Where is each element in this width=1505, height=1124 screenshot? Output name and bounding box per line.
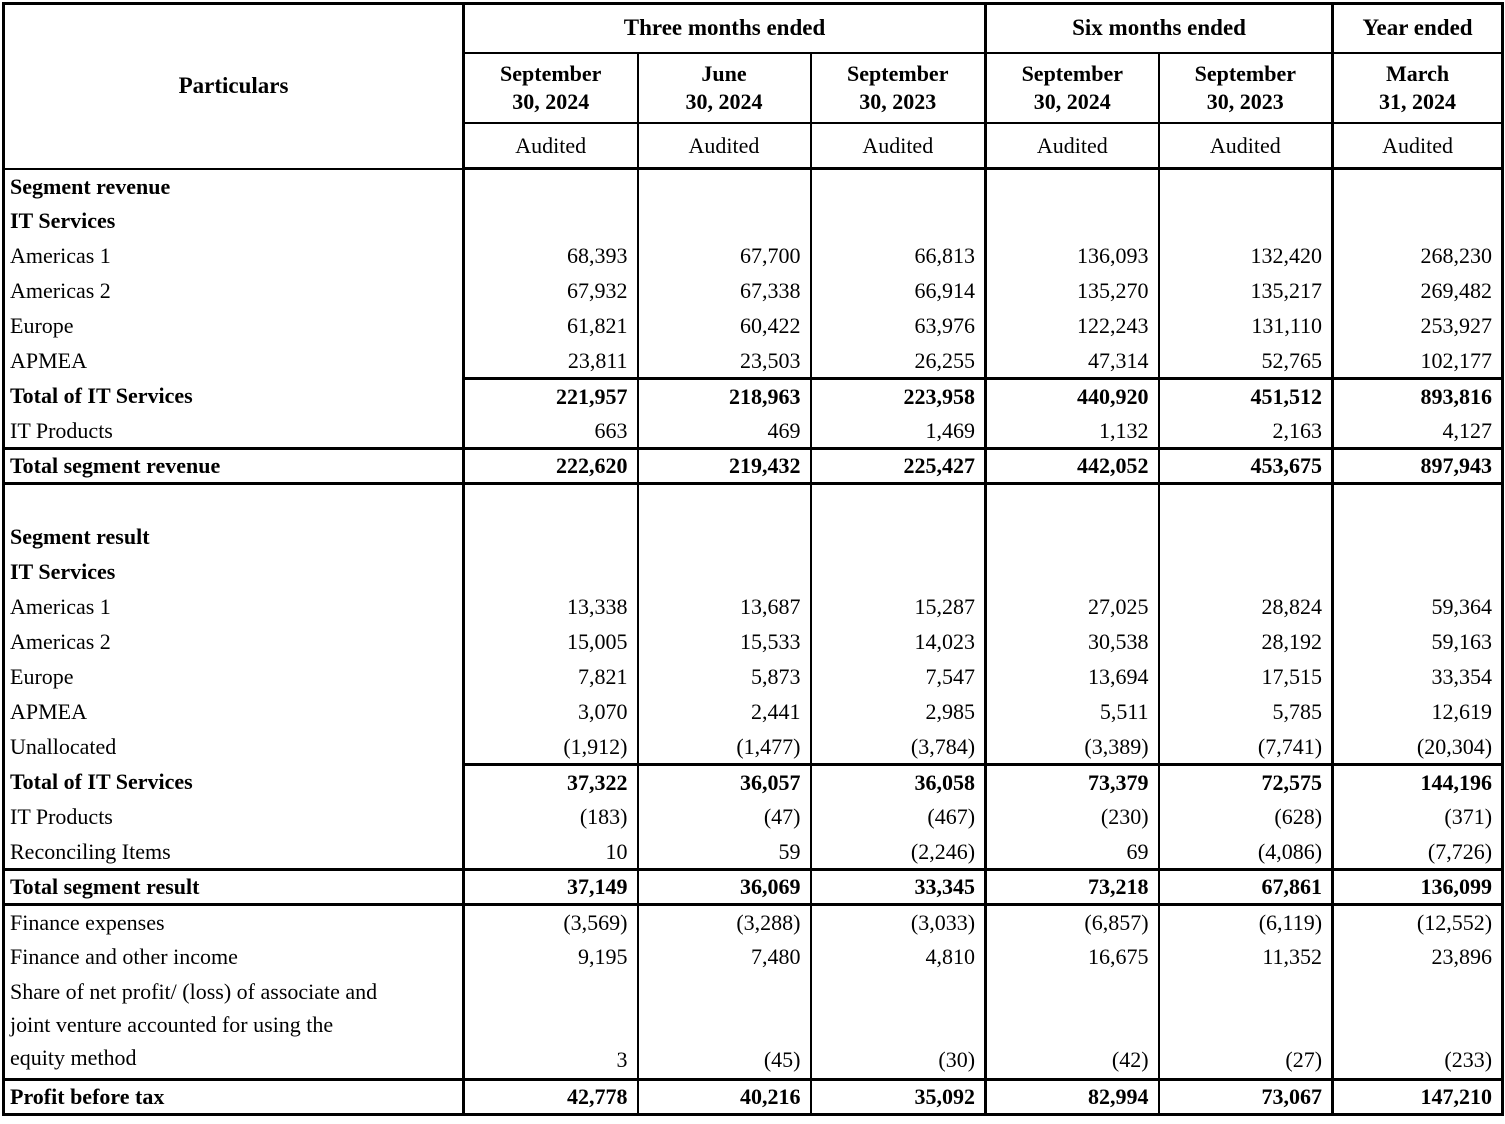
row-apmea-result [4, 695, 1503, 730]
row-label: Segment result [4, 520, 464, 555]
col-header-sep-30-2024-quarter: September 30, 2024 [464, 53, 638, 123]
value-cell: 69 [986, 835, 1159, 870]
row-label: Americas 2 [4, 274, 464, 309]
value-cell: 36,057 [638, 765, 811, 800]
value-cell: (42) [986, 975, 1159, 1080]
row-label: Americas 1 [4, 239, 464, 274]
value-cell: (3,033) [811, 905, 986, 940]
row-apmea-revenue [4, 344, 1503, 379]
value-cell: (2,246) [811, 835, 986, 870]
value-cell [1159, 555, 1333, 590]
row-label: Finance and other income [4, 940, 464, 975]
value-cell: 59,163 [1333, 625, 1503, 660]
col-header-sep-30-2023-quarter: September 30, 2023 [811, 53, 986, 123]
value-cell [1333, 520, 1503, 555]
value-cell: (233) [1333, 975, 1503, 1080]
value-cell: 37,322 [464, 765, 638, 800]
value-cell: 61,821 [464, 309, 638, 344]
value-cell: 15,533 [638, 625, 811, 660]
value-cell [638, 204, 811, 239]
value-cell [638, 555, 811, 590]
audited-label-sep-30-2023-half: Audited [1159, 123, 1333, 169]
value-cell: 15,005 [464, 625, 638, 660]
value-cell: 136,099 [1333, 870, 1503, 905]
value-cell: 28,192 [1159, 625, 1333, 660]
value-cell: (30) [811, 975, 986, 1080]
value-cell: 5,873 [638, 660, 811, 695]
row-label: Total segment revenue [4, 449, 464, 484]
value-cell: 453,675 [1159, 449, 1333, 484]
value-cell: 47,314 [986, 344, 1159, 379]
col-header-sep-30-2023-half: September 30, 2023 [1159, 53, 1333, 123]
value-cell: 27,025 [986, 590, 1159, 625]
row-unallocated-result [4, 730, 1503, 765]
row-finance-and-other-income [4, 940, 1503, 975]
value-cell [1159, 204, 1333, 239]
row-label: Reconciling Items [4, 835, 464, 870]
value-cell: 4,810 [811, 940, 986, 975]
value-cell [638, 520, 811, 555]
row-share-of-net-profit-equity-method [4, 975, 1503, 1080]
row-label: Total of IT Services [4, 765, 464, 800]
value-cell: 4,127 [1333, 414, 1503, 449]
value-cell: 9,195 [464, 940, 638, 975]
row-label: IT Services [4, 204, 464, 239]
value-cell [1333, 169, 1503, 204]
value-cell: (12,552) [1333, 905, 1503, 940]
value-cell: 30,538 [986, 625, 1159, 660]
row-label: Europe [4, 309, 464, 344]
value-cell: (183) [464, 800, 638, 835]
value-cell: 269,482 [1333, 274, 1503, 309]
value-cell: 440,920 [986, 379, 1159, 414]
value-cell: 28,824 [1159, 590, 1333, 625]
value-cell: 13,687 [638, 590, 811, 625]
value-cell: 221,957 [464, 379, 638, 414]
value-cell: (20,304) [1333, 730, 1503, 765]
spacer-row [4, 484, 1503, 520]
value-cell: 3 [464, 975, 638, 1080]
col-header-mar-31-2024-year: March 31, 2024 [1333, 53, 1503, 123]
value-cell: 122,243 [986, 309, 1159, 344]
row-reconciling-items [4, 835, 1503, 870]
value-cell [464, 169, 638, 204]
value-cell: 26,255 [811, 344, 986, 379]
value-cell: 2,985 [811, 695, 986, 730]
value-cell: 147,210 [1333, 1079, 1503, 1114]
row-americas-2-revenue [4, 274, 1503, 309]
row-label: Total of IT Services [4, 379, 464, 414]
col-header-jun-30-2024-quarter: June 30, 2024 [638, 53, 811, 123]
value-cell: 222,620 [464, 449, 638, 484]
value-cell: 67,861 [1159, 870, 1333, 905]
value-cell: 66,914 [811, 274, 986, 309]
row-label: IT Products [4, 414, 464, 449]
value-cell [986, 520, 1159, 555]
value-cell [811, 555, 986, 590]
value-cell: 7,821 [464, 660, 638, 695]
value-cell: (6,119) [1159, 905, 1333, 940]
value-cell: 36,058 [811, 765, 986, 800]
value-cell: (45) [638, 975, 811, 1080]
row-total-segment-revenue [4, 449, 1503, 484]
row-label [4, 484, 464, 520]
row-label: Share of net profit/ (loss) of associate and joint venture accounted for using the equity method [4, 975, 464, 1080]
value-cell: 73,379 [986, 765, 1159, 800]
row-label: Segment revenue [4, 169, 464, 204]
value-cell: 2,441 [638, 695, 811, 730]
it-services-result-heading [4, 555, 1503, 590]
value-cell: 73,218 [986, 870, 1159, 905]
segment-result-heading [4, 520, 1503, 555]
value-cell: 135,270 [986, 274, 1159, 309]
value-cell: 40,216 [638, 1079, 811, 1114]
row-americas-1-result [4, 590, 1503, 625]
value-cell: 7,547 [811, 660, 986, 695]
value-cell: 23,811 [464, 344, 638, 379]
value-cell: 23,896 [1333, 940, 1503, 975]
value-cell: 893,816 [1333, 379, 1503, 414]
value-cell: 63,976 [811, 309, 986, 344]
row-americas-2-result [4, 625, 1503, 660]
row-label: APMEA [4, 344, 464, 379]
value-cell: (6,857) [986, 905, 1159, 940]
audited-label-sep-30-2024-quarter: Audited [464, 123, 638, 169]
value-cell: (467) [811, 800, 986, 835]
value-cell: 131,110 [1159, 309, 1333, 344]
value-cell: 23,503 [638, 344, 811, 379]
value-cell [986, 204, 1159, 239]
value-cell: 67,932 [464, 274, 638, 309]
value-cell: 218,963 [638, 379, 811, 414]
row-profit-before-tax [4, 1079, 1503, 1114]
value-cell: 136,093 [986, 239, 1159, 274]
value-cell [811, 520, 986, 555]
value-cell: 59 [638, 835, 811, 870]
audited-label-mar-31-2024-year: Audited [1333, 123, 1503, 169]
value-cell: 37,149 [464, 870, 638, 905]
row-label: Profit before tax [4, 1079, 464, 1114]
value-cell [811, 169, 986, 204]
value-cell [1333, 484, 1503, 520]
value-cell: 223,958 [811, 379, 986, 414]
group-header-row [4, 4, 1503, 53]
value-cell [464, 520, 638, 555]
value-cell: 2,163 [1159, 414, 1333, 449]
col-header-sep-30-2024-half: September 30, 2024 [986, 53, 1159, 123]
value-cell: 663 [464, 414, 638, 449]
value-cell: 897,943 [1333, 449, 1503, 484]
row-label: APMEA [4, 695, 464, 730]
value-cell [986, 555, 1159, 590]
group-header-six-months-ended: Six months ended [986, 4, 1333, 53]
value-cell: 11,352 [1159, 940, 1333, 975]
value-cell: (1,912) [464, 730, 638, 765]
value-cell: (628) [1159, 800, 1333, 835]
row-label: Total segment result [4, 870, 464, 905]
value-cell: 219,432 [638, 449, 811, 484]
value-cell: 35,092 [811, 1079, 986, 1114]
value-cell [638, 484, 811, 520]
value-cell [464, 204, 638, 239]
value-cell: 73,067 [1159, 1079, 1333, 1114]
row-total-segment-result [4, 870, 1503, 905]
value-cell: 42,778 [464, 1079, 638, 1114]
value-cell: 67,700 [638, 239, 811, 274]
value-cell [1333, 555, 1503, 590]
value-cell: 102,177 [1333, 344, 1503, 379]
value-cell: 16,675 [986, 940, 1159, 975]
row-label: IT Products [4, 800, 464, 835]
value-cell: 36,069 [638, 870, 811, 905]
value-cell: (371) [1333, 800, 1503, 835]
particulars-header: Particulars [4, 4, 464, 169]
value-cell: 66,813 [811, 239, 986, 274]
row-europe-revenue [4, 309, 1503, 344]
value-cell [811, 204, 986, 239]
value-cell: 3,070 [464, 695, 638, 730]
value-cell: 59,364 [1333, 590, 1503, 625]
value-cell: 442,052 [986, 449, 1159, 484]
it-services-revenue-heading [4, 204, 1503, 239]
value-cell [1159, 169, 1333, 204]
value-cell [1159, 484, 1333, 520]
value-cell [1333, 204, 1503, 239]
audited-label-jun-30-2024-quarter: Audited [638, 123, 811, 169]
value-cell: 10 [464, 835, 638, 870]
value-cell: 253,927 [1333, 309, 1503, 344]
row-label: Europe [4, 660, 464, 695]
row-label: Unallocated [4, 730, 464, 765]
value-cell: (3,784) [811, 730, 986, 765]
row-it-products-result [4, 800, 1503, 835]
row-label: Finance expenses [4, 905, 464, 940]
value-cell [986, 169, 1159, 204]
row-total-it-services-result [4, 765, 1503, 800]
value-cell: 17,515 [1159, 660, 1333, 695]
value-cell: 132,420 [1159, 239, 1333, 274]
group-header-three-months-ended: Three months ended [464, 4, 986, 53]
value-cell [986, 484, 1159, 520]
value-cell: 33,345 [811, 870, 986, 905]
value-cell: 13,694 [986, 660, 1159, 695]
value-cell: 72,575 [1159, 765, 1333, 800]
value-cell: 225,427 [811, 449, 986, 484]
value-cell: (7,726) [1333, 835, 1503, 870]
value-cell: 12,619 [1333, 695, 1503, 730]
segment-revenue-heading [4, 169, 1503, 204]
value-cell [638, 169, 811, 204]
value-cell: 52,765 [1159, 344, 1333, 379]
value-cell: 469 [638, 414, 811, 449]
row-label: Americas 2 [4, 625, 464, 660]
value-cell: (27) [1159, 975, 1333, 1080]
audited-label-sep-30-2023-quarter: Audited [811, 123, 986, 169]
table-body [4, 169, 1503, 1115]
row-label: Americas 1 [4, 590, 464, 625]
value-cell: (3,389) [986, 730, 1159, 765]
row-finance-expenses [4, 905, 1503, 940]
value-cell: (7,741) [1159, 730, 1333, 765]
value-cell [1159, 520, 1333, 555]
value-cell: 14,023 [811, 625, 986, 660]
value-cell: (230) [986, 800, 1159, 835]
value-cell: (47) [638, 800, 811, 835]
value-cell: 7,480 [638, 940, 811, 975]
row-americas-1-revenue [4, 239, 1503, 274]
row-it-products-revenue [4, 414, 1503, 449]
value-cell [464, 555, 638, 590]
value-cell: 135,217 [1159, 274, 1333, 309]
row-label: IT Services [4, 555, 464, 590]
value-cell: 5,511 [986, 695, 1159, 730]
value-cell: (4,086) [1159, 835, 1333, 870]
value-cell: 67,338 [638, 274, 811, 309]
row-europe-result [4, 660, 1503, 695]
value-cell: 82,994 [986, 1079, 1159, 1114]
value-cell [464, 484, 638, 520]
value-cell: 1,132 [986, 414, 1159, 449]
value-cell: 68,393 [464, 239, 638, 274]
value-cell: 1,469 [811, 414, 986, 449]
value-cell: (3,288) [638, 905, 811, 940]
segment-results-table [2, 2, 1504, 1116]
value-cell: 33,354 [1333, 660, 1503, 695]
row-total-it-services-revenue [4, 379, 1503, 414]
value-cell: 144,196 [1333, 765, 1503, 800]
value-cell: 451,512 [1159, 379, 1333, 414]
audited-label-sep-30-2024-half: Audited [986, 123, 1159, 169]
value-cell: 268,230 [1333, 239, 1503, 274]
value-cell: (1,477) [638, 730, 811, 765]
value-cell: 13,338 [464, 590, 638, 625]
value-cell: 5,785 [1159, 695, 1333, 730]
group-header-year-ended: Year ended [1333, 4, 1503, 53]
value-cell: (3,569) [464, 905, 638, 940]
value-cell [811, 484, 986, 520]
value-cell: 60,422 [638, 309, 811, 344]
value-cell: 15,287 [811, 590, 986, 625]
